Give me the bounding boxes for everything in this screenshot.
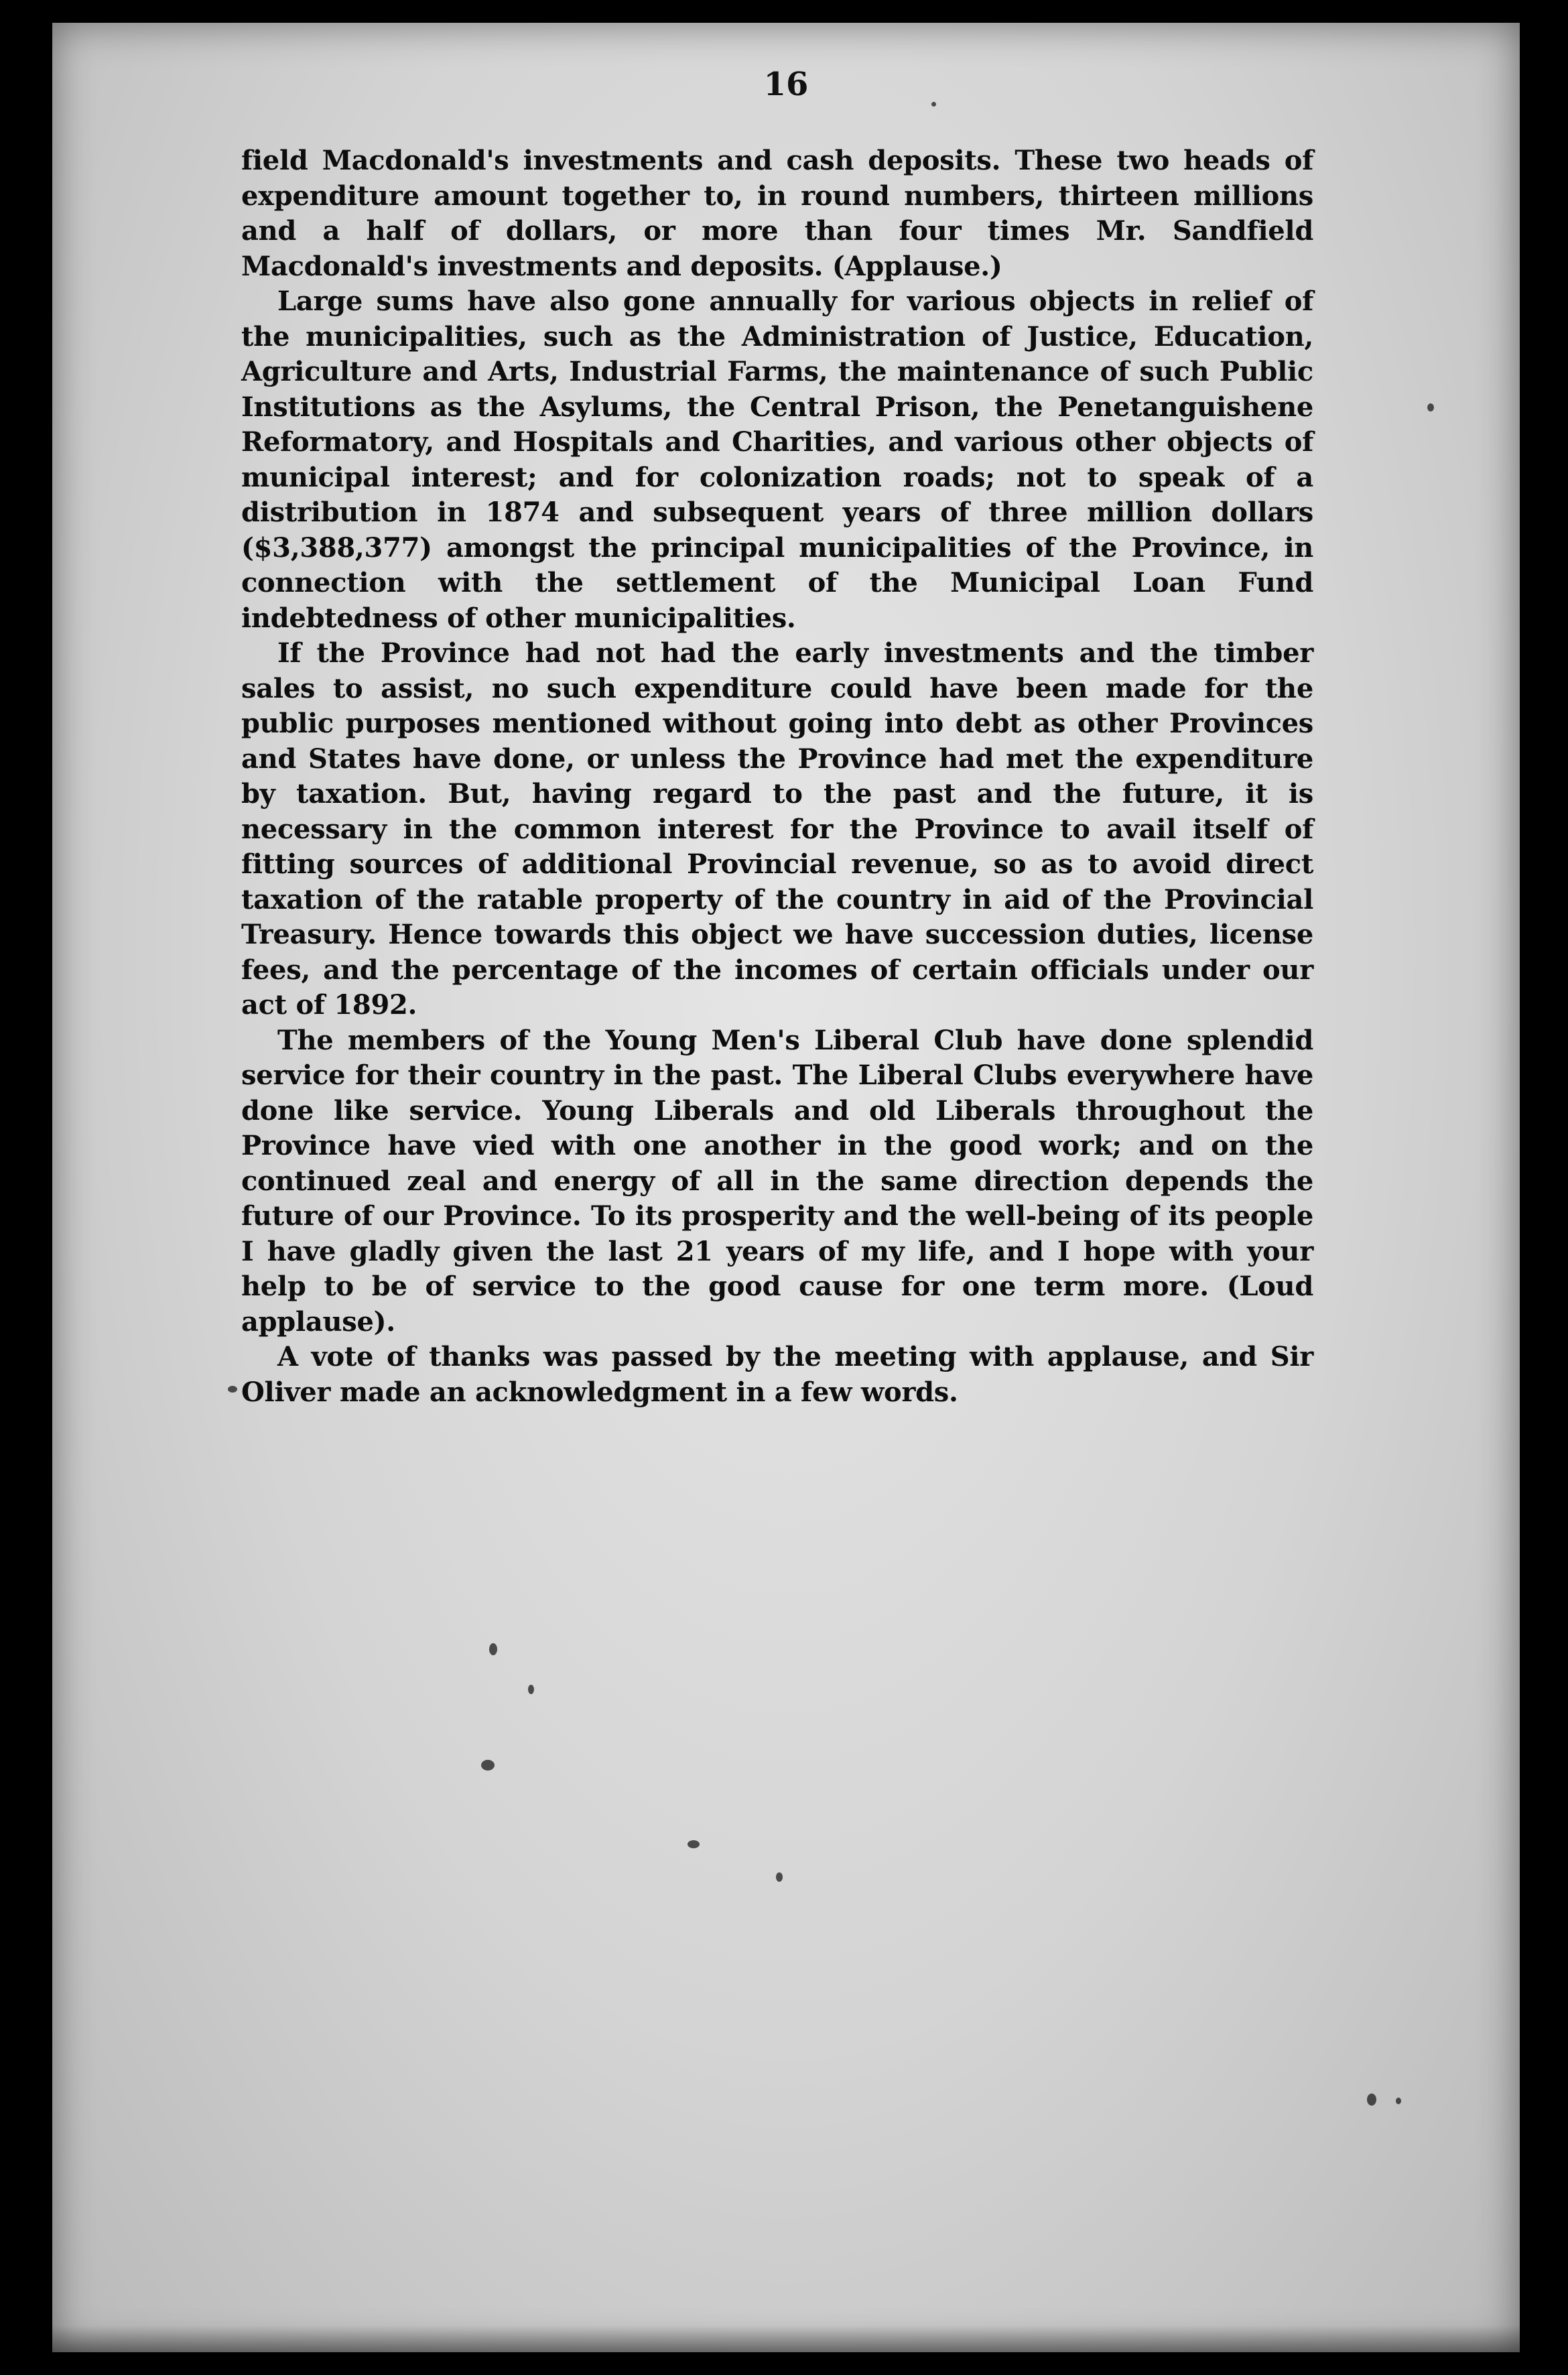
scan-speck (489, 1643, 497, 1655)
page-number: 16 (763, 66, 809, 103)
scan-speck (688, 1840, 700, 1848)
scan-speck (528, 1685, 534, 1694)
scan-speck (1396, 2098, 1401, 2104)
scan-speck (931, 102, 936, 107)
page-edge-shadow (52, 2325, 1520, 2352)
paragraph-municipal-expenditure: Large sums have also gone annually for various objects in relief of the municipalities, such as the Administration of Justice, Education, Agriculture and Arts, Industrial Farms, the maintenance of such Public Institutions as the Asylums, the Central Prison, the Penetanguishene Reformatory, and Hospitals and Charities, and various other objects of municipal interest; and for colonization roads; not to speak of a distribution in 1874 and subsequent years of three million dollars ($3,388,377) amongst the principal municipalities of the Province, in connection with the settlement of the Municipal Loan Fund indebtedness of other municipalities. (241, 285, 1313, 634)
paragraph-liberal-clubs: The members of the Young Men's Liberal Club have done splendid service for their country in the past. The Liberal Clubs everywhere have done like service. Young Liberals and old Liberals throughout the Province have vied with one another in the good work; and on the continued zeal and energy of all in the same direction depends the future of our Province. To its prosperity and the well-being of its people I have gladly given the last 21 years of my life, and I hope with your help to be of service to the good cause for one term more. (Loud applause). (241, 1024, 1313, 1338)
scan-speck (228, 1386, 237, 1393)
paragraph-vote-of-thanks: A vote of thanks was passed by the meeting with applause, and Sir Oliver made an acknowledgment in a few words. (241, 1341, 1313, 1408)
scan-speck (1367, 2094, 1376, 2106)
paragraph-provincial-revenue: If the Province had not had the early investments and the timber sales to assist, no such expenditure could have been made for the public purposes mentioned without going into debt as other Provinces and States have done, or unless the Province had met the expenditure by taxation. But, having regard to the past and the future, it is necessary in the common interest for the Province to avail itself of fitting sources of additional Provincial revenue, so as to avoid direct taxation of the ratable property of the country in aid of the Provincial Treasury. Hence towards this object we have succession duties, license fees, and the percentage of the incomes of certain officials under our act of 1892. (241, 637, 1313, 1021)
body-text (241, 143, 1313, 1410)
scan-speck (1427, 403, 1434, 411)
scan-speck (481, 1760, 495, 1771)
paragraph-continuation: field Macdonald's investments and cash deposits. These two heads of expenditure amount together to, in round numbers, thirteen millions and a half of dollars, or more than four times Mr. Sandfield Macdonald's investments and deposits. (Applause.) (241, 145, 1313, 282)
scan-speck (776, 1872, 783, 1882)
page-sheet (52, 23, 1520, 2352)
